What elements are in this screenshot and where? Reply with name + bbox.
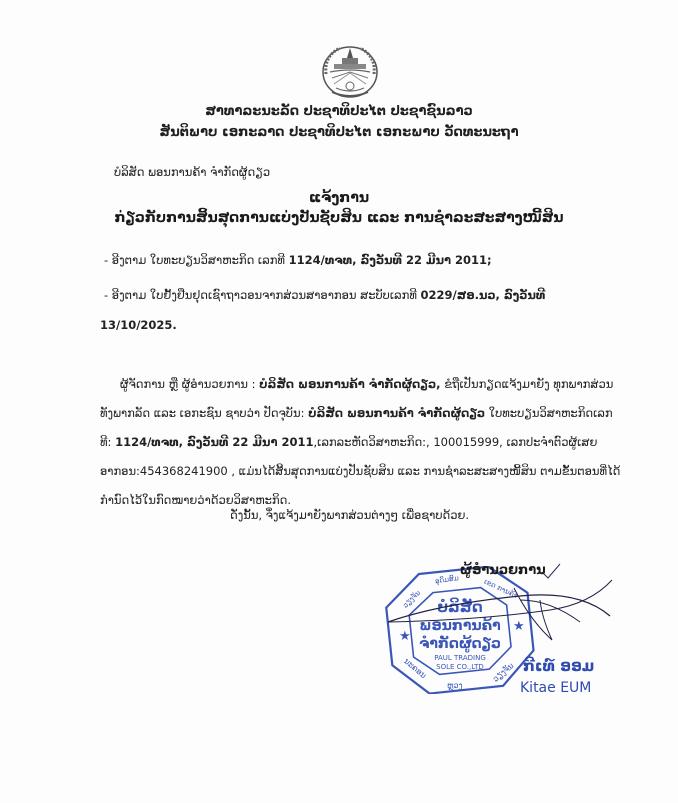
svg-text:SOLE CO.,LTD: SOLE CO.,LTD [436, 663, 484, 671]
director-name-stamp [515, 655, 610, 703]
director-title: ຜູ້ອຳນວຍການ [460, 563, 546, 578]
notice-title: ແຈ້ງການ [308, 190, 370, 206]
svg-text:ຈຳກັດຜູ້ດຽວ: ຈຳກັດຜູ້ດຽວ [418, 636, 502, 652]
country-name-heading: ສາທາລະນະລັດ ປະຊາທິປະໄຕ ປະຊາຊົນລາວ [205, 104, 473, 119]
svg-text:ວຽງຈັນ: ວຽງຈັນ [490, 661, 516, 684]
svg-text:PAUL TRADING: PAUL TRADING [434, 654, 486, 662]
body-line-1: ຜູ້ຈັດການ ຫຼື ຜູ້ອຳນວຍການ : ບໍລິສັດ ພອນການຄ້າ ຈຳກັດຜູ້ດຽວ, ຂໍຖືເປັນກຽດແຈ້ງມາຍັງ ທຸກພາກສ່ວນ [120, 377, 614, 391]
notice-body [100, 370, 620, 515]
national-motto-heading: ສັນຕິພາບ ເອກະລາດ ປະຊາທິປະໄຕ ເອກະພາບ ວັດທະນະຖາ [159, 125, 519, 140]
director-name-english: Kitae EUM [520, 680, 592, 696]
body-line-3: ທີ: 1124/ທຈທ, ລົງວັນທີ 22 ມີນາ 2011,ເລກລະຫັດວິສາຫະກິດ:, 100015999, ເລກປະຈຳຕົວຜູ້ເສຍ [100, 435, 598, 449]
svg-text:ຫຼວງ: ຫຼວງ [447, 681, 463, 690]
body-line-5: ກຳນົດໄວ້ໃນກົດໝາຍວ່າດ້ວຍວິສາຫະກິດ. [100, 493, 291, 507]
svg-text:ນະຄອນ: ນະຄອນ [402, 656, 428, 681]
svg-text:ອຸດົມສົມ: ອຸດົມສົມ [434, 574, 460, 586]
issuer-company-name: ບໍລິສັດ ພອນການຄ້າ ຈຳກັດຜູ້ດຽວ [114, 165, 271, 179]
lao-emblem-icon [318, 42, 382, 100]
closing-line: ດັ່ງນັ້ນ, ຈຶ່ງແຈ້ງມາຍັງພາກສ່ວນຕ່າງໆ ເພື່ອຊາບດ້ວຍ. [230, 508, 470, 522]
body-line-2: ທັງພາກລັດ ແລະ ເອກະຊົນ ຊາບວ່າ ປັດຈຸບັນ: ບໍລິສັດ ພອນການຄ້າ ຈຳກັດຜູ້ດຽວ ໃບທະບຽນວິສາຫະກິດເລກ [100, 406, 613, 420]
director-name-lao: ກີເທ໌ ອອມ [523, 657, 595, 675]
notice-subject: ກ່ຽວກັບການສິ້ນສຸດການແບ່ງປັນຊັບສິນ ແລະ ການຊຳລະສະສາງໜີ້ສິນ [114, 210, 564, 226]
svg-text:ບໍລິສັດ: ບໍລິສັດ [437, 598, 483, 616]
reference-line-2: - ອີງຕາມ ໃບຢັ້ງຢືນຢຸດເຊົາຖາວອນຈາກສ່ວນສາອາກອນ ສະບັບເລກທີ 0229/ສອ.ນວ, ລົງວັນທີ 13/10/2025. [100, 288, 546, 332]
reference-line-1: - ອີງຕາມ ໃບທະບຽນວິສາຫະກິດ ເລກທີ 1124/ທຈທ, ລົງວັນທີ 22 ມີນາ 2011; [104, 253, 492, 267]
body-line-4: ອາກອນ:454368241900 , ແມ່ນໄດ້ສິ້ນສຸດການແບ່ງປັນຊັບສິນ ແລະ ການຊຳລະສະສາງໜີ້ສິນ ຕາມຂັ້ນຕອນທີ່ໄດ້ [100, 464, 621, 478]
svg-text:★: ★ [513, 619, 525, 634]
svg-text:ວຽງຈັນ: ວຽງຈັນ [401, 588, 423, 610]
svg-text:ພອນການຄ້າ: ພອນການຄ້າ [419, 618, 501, 634]
svg-text:★: ★ [399, 629, 411, 644]
svg-text:ເຂດ ການຄ້າ: ເຂດ ການຄ້າ [482, 577, 519, 601]
